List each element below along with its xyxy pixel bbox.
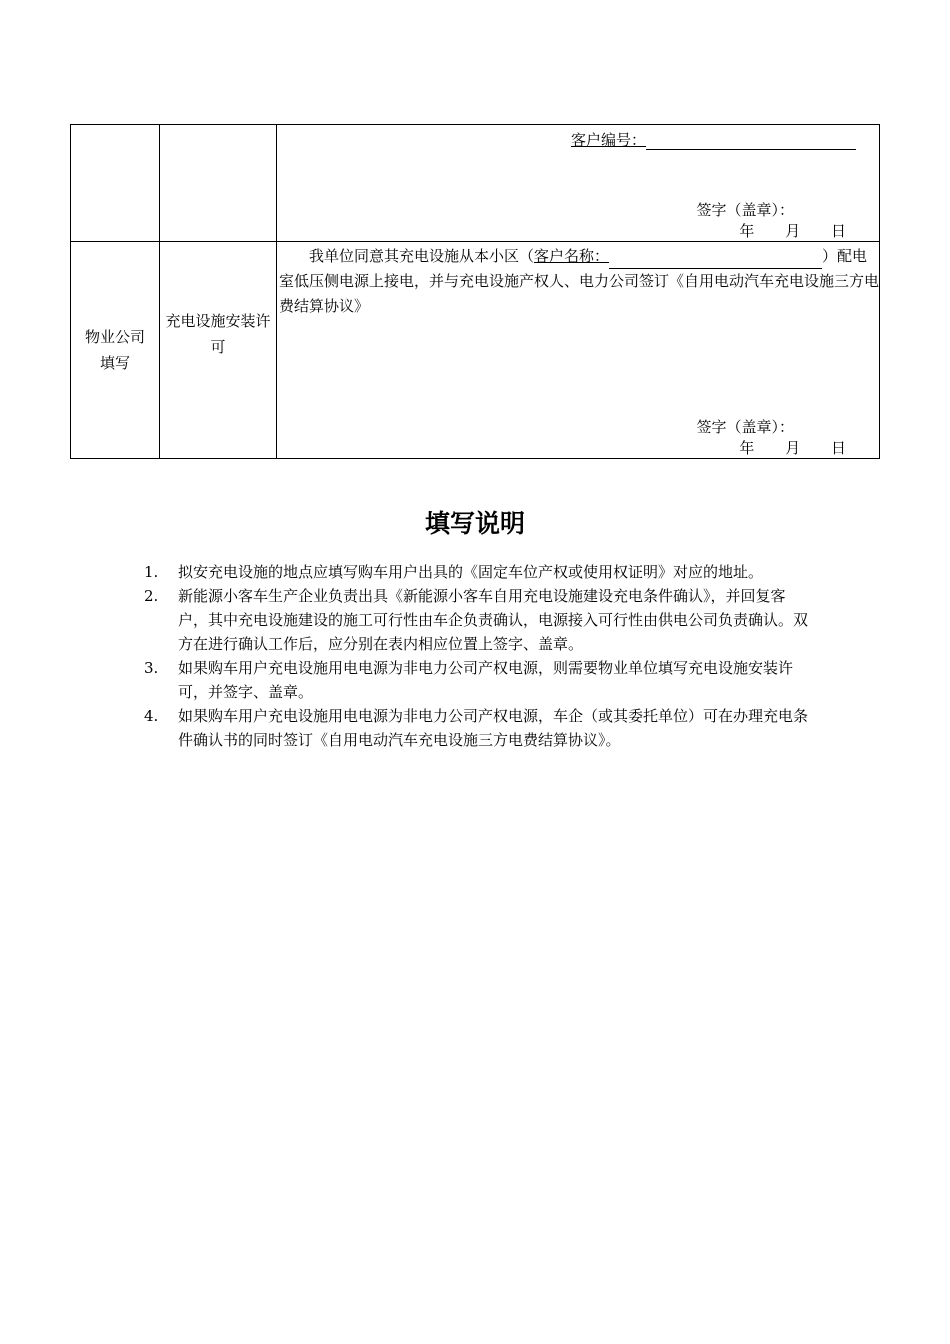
customer-number-label: 客户编号：: [571, 131, 647, 149]
instructions-title: 填写说明: [424, 509, 525, 538]
signature-label: 签字（盖章）：: [696, 201, 794, 219]
list-item: [140, 560, 830, 584]
permission-statement: [279, 244, 879, 319]
item-cell: [160, 242, 277, 459]
content-cell: [277, 242, 880, 459]
party-cell: [71, 242, 160, 459]
date-day: 日: [830, 222, 846, 240]
customer-number-blank[interactable]: [646, 133, 856, 150]
signature-label: 签字（盖章）：: [696, 418, 794, 436]
item-number: 1.: [144, 563, 159, 581]
item-label: 充电设施安装许可: [165, 312, 271, 356]
date-year: 年: [739, 439, 755, 457]
content-cell: [277, 125, 880, 242]
list-item: [140, 704, 830, 752]
list-item: [140, 656, 830, 704]
item-text: 如果购车用户充电设施用电电源为非电力公司产权电源，则需要物业单位填写充电设施安装许可，并签字、盖章。: [178, 659, 794, 701]
item-cell: [160, 125, 277, 242]
statement-text-start: 我单位同意其充电设施从本小区（: [309, 247, 535, 265]
item-number: 4.: [144, 707, 159, 725]
party-cell: [71, 125, 160, 242]
date-line: [739, 437, 846, 458]
item-text: 拟安充电设施的地点应填写购车用户出具的《固定车位产权或使用权证明》对应的地址。: [178, 563, 764, 581]
statement-text-end: ）配电室低压侧电源上接电，并与充电设施产权人、电力公司签订《自用电动汽车充电设施三方电费结算协议》: [279, 247, 880, 315]
party-label: 物业公司填写: [84, 328, 145, 372]
item-text: 如果购车用户充电设施用电电源为非电力公司产权电源，车企（或其委托单位）可在办理充电条件确认书的同时签订《自用电动汽车充电设施三方电费结算协议》。: [178, 707, 809, 749]
customer-name-label: 客户名称：: [534, 247, 610, 265]
item-number: 2.: [144, 587, 159, 605]
customer-number-field: [571, 129, 856, 150]
table-row: [71, 125, 880, 242]
table-row: [71, 242, 880, 459]
date-year: 年: [739, 222, 755, 240]
item-number: 3.: [144, 659, 159, 677]
customer-name-blank[interactable]: [609, 252, 822, 269]
item-text: 新能源小客车生产企业负责出具《新能源小客车自用充电设施建设充电条件确认》，并回复客户，其中充电设施建设的施工可行性由车企负责确认，电源接入可行性由供电公司负责确认。双方在进行确认工作后，应分别在表内相应位置上签字、盖章。: [178, 587, 809, 653]
date-month: 月: [785, 439, 801, 457]
date-month: 月: [785, 222, 801, 240]
confirmation-form-table: [70, 124, 880, 459]
list-item: [140, 584, 830, 656]
date-day: 日: [830, 439, 846, 457]
instructions-list: [140, 560, 830, 752]
date-line: [739, 220, 846, 241]
